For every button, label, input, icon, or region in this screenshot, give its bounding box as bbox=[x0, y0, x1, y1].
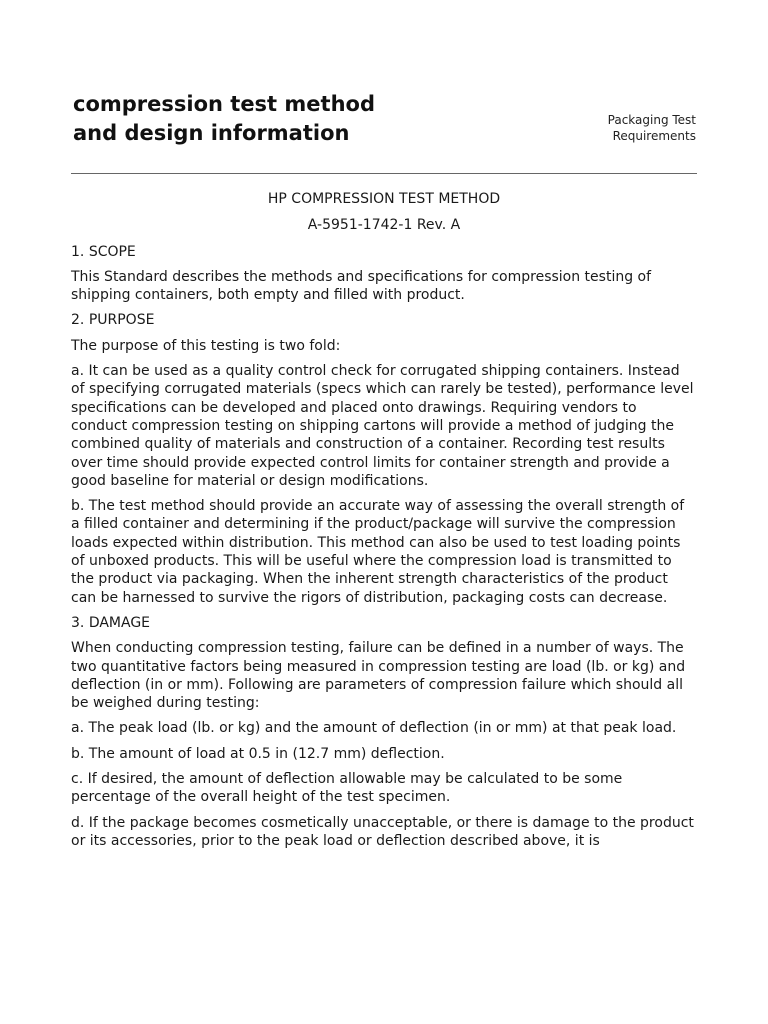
damage-item-b: b. The amount of load at 0.5 in (12.7 mm) deflection. bbox=[71, 745, 445, 762]
section-number: 1. bbox=[71, 243, 85, 260]
document-body bbox=[71, 190, 697, 857]
section-title: DAMAGE bbox=[88, 614, 151, 631]
document-header bbox=[71, 0, 697, 176]
document-title-line-2: and design information bbox=[73, 121, 350, 145]
damage-item-d: d. If the package becomes cosmetically unacceptable, or there is damage to the product or its accessories, prior to the peak load or deflection described above, it is bbox=[71, 814, 694, 849]
header-divider bbox=[71, 173, 697, 174]
damage-item-a: a. The peak load (lb. or kg) and the amount of deflection (in or mm) at that peak load. bbox=[71, 720, 677, 737]
document-category-line-1: Packaging Test bbox=[607, 113, 696, 127]
section-title: SCOPE bbox=[88, 243, 136, 260]
section-title: PURPOSE bbox=[88, 312, 155, 329]
document-title bbox=[73, 90, 375, 148]
document-page bbox=[71, 0, 697, 849]
method-title: HP COMPRESSION TEST METHOD bbox=[267, 191, 501, 207]
scope-paragraph: This Standard describes the methods and specifications for compression testing of shipping containers, both empty and filled with product. bbox=[71, 268, 652, 304]
document-category-line-2: Requirements bbox=[612, 129, 696, 143]
document-title-line-1: compression test method bbox=[73, 92, 375, 116]
purpose-intro: The purpose of this testing is two fold: bbox=[71, 337, 341, 354]
purpose-item-b: b. The test method should provide an accurate way of assessing the overall strength of a filled container and determining if the product/package will survive the compression loads expected within distribution. This method can also be used to test loading points of unboxed products. This will be useful where the compression load is transmitted to the product via packaging. When the inherent strength characteristics of the product can be harnessed to survive the rigors of distribution, packaging costs can decrease. bbox=[71, 498, 685, 606]
damage-intro: When conducting compression testing, failure can be defined in a number of ways. The two quantitative factors being measured in compression testing are load (lb. or kg) and deflection (in or mm). Following are parameters of compression failure which should all be weighed during testing: bbox=[71, 640, 686, 712]
document-category bbox=[608, 112, 696, 144]
section-heading-purpose bbox=[71, 311, 697, 329]
section-heading-damage bbox=[71, 614, 697, 632]
section-number: 3. bbox=[71, 614, 85, 631]
section-heading-scope bbox=[71, 243, 697, 261]
purpose-item-a: a. It can be used as a quality control check for corrugated shipping containers. Instead of specifying corrugated materials (specs which can rarely be tested), performance level specifications can be developed and placed onto drawings. Requiring vendors to conduct compression testing on shipping cartons will provide a method of judging the combined quality of materials and construction of a container. Recording test results over time should provide expected control limits for container strength and provide a good baseline for material or design modifications. bbox=[71, 363, 694, 489]
damage-item-c: c. If desired, the amount of deflection allowable may be calculated to be some percentage of the overall height of the test specimen. bbox=[71, 771, 623, 806]
section-number: 2. bbox=[71, 312, 85, 329]
method-number: A-5951-1742-1 Rev. A bbox=[307, 217, 461, 234]
